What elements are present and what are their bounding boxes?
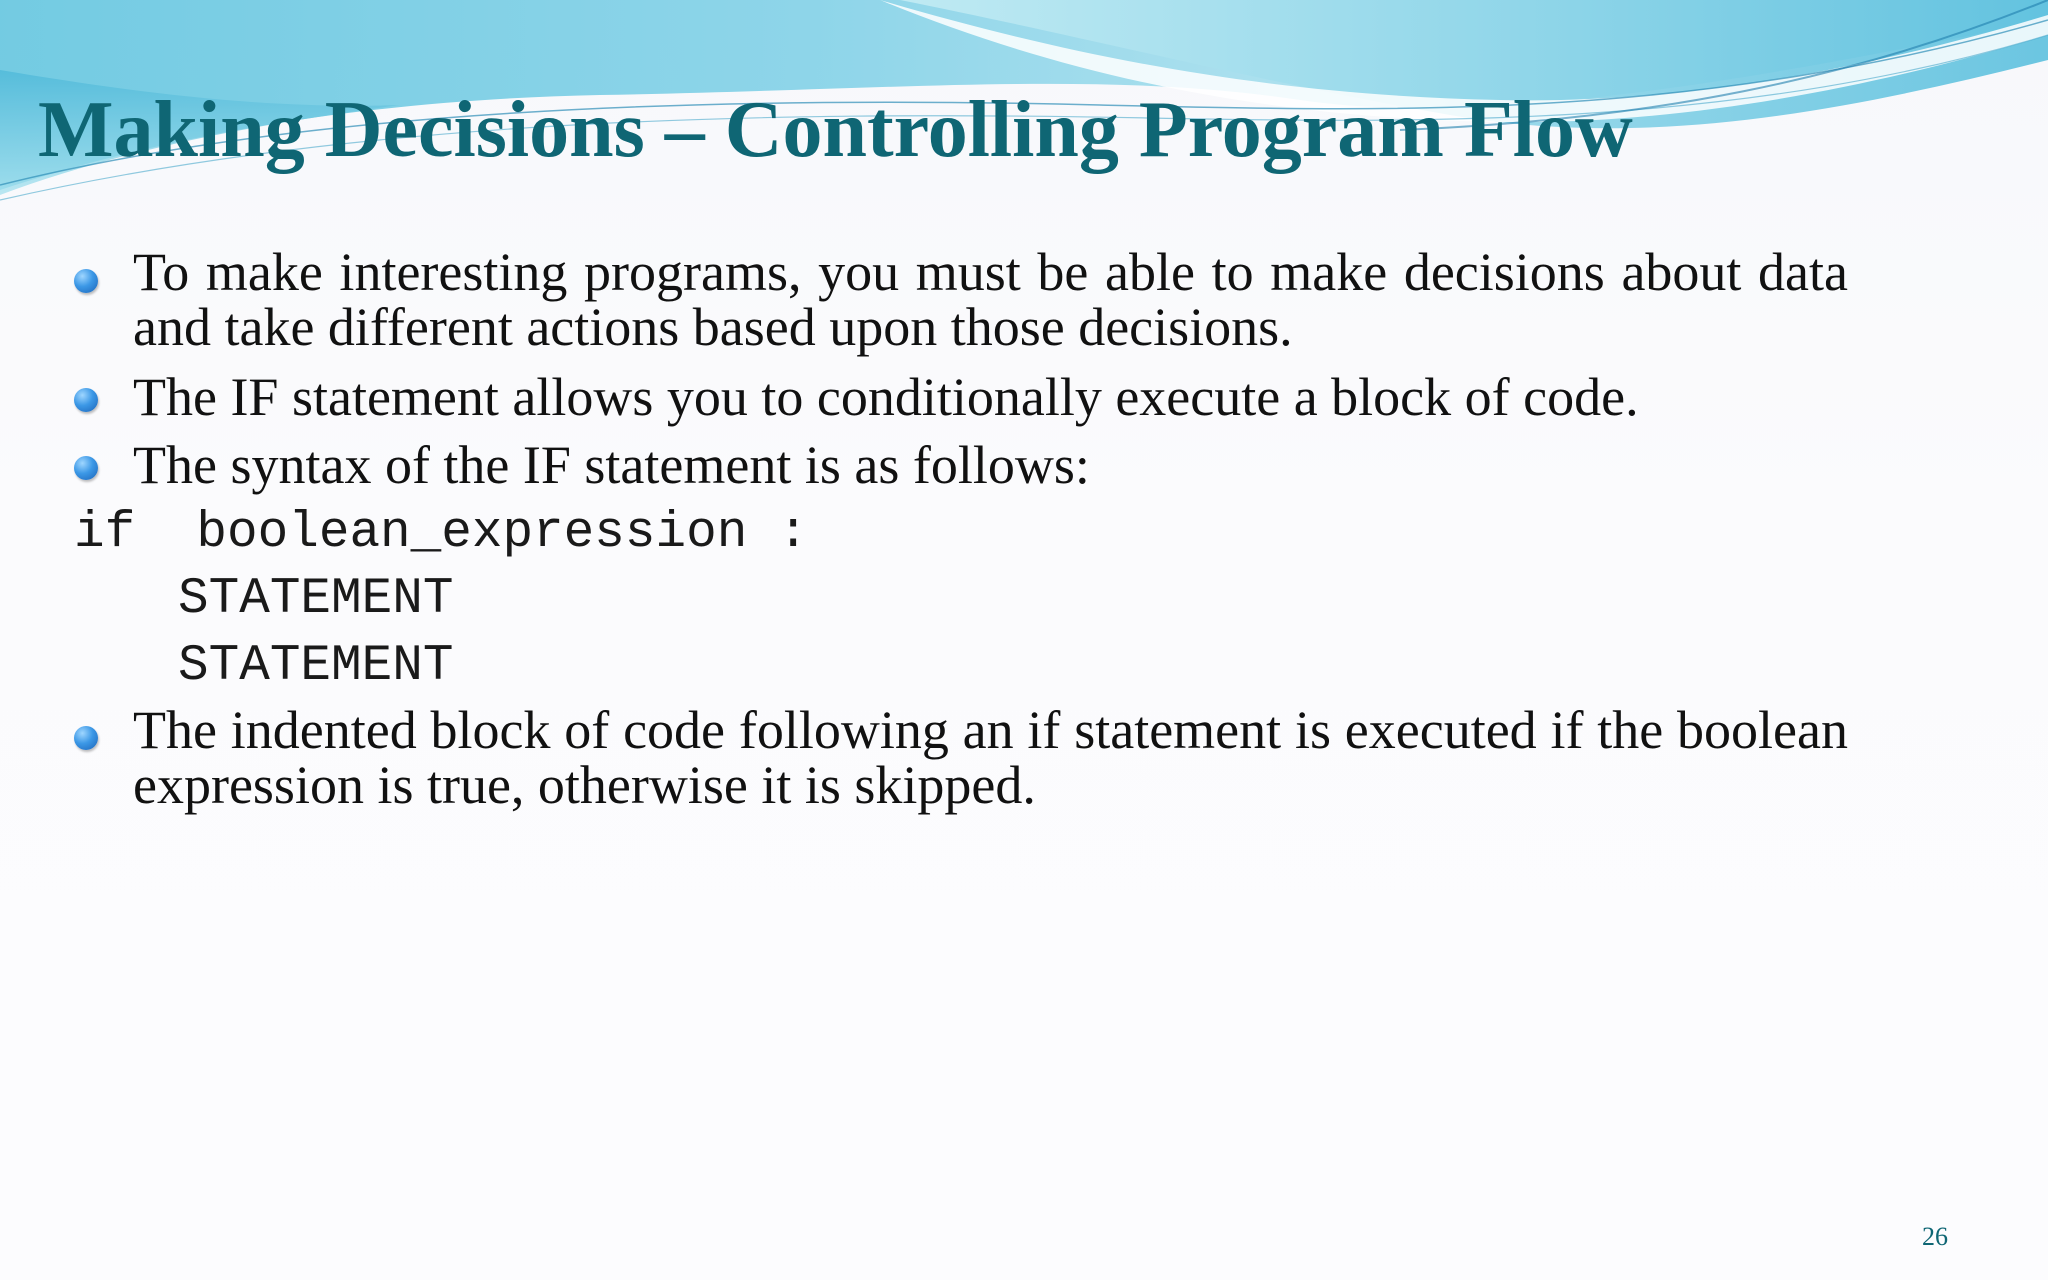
- bullet-text: The syntax of the IF statement is as follows:: [133, 435, 1090, 495]
- code-line: STATEMENT: [178, 638, 454, 695]
- bullet-text: The IF statement allows you to conditionally execute a block of code.: [133, 367, 1639, 427]
- bullet-text: To make interesting programs, you must be able to make decisions about data and take different actions based upon those decisions.: [133, 242, 1848, 357]
- bullet-icon: [74, 388, 98, 412]
- slide-title: Making Decisions – Controlling Program Flow: [38, 86, 1633, 174]
- bullet-icon: [74, 726, 98, 750]
- code-line: STATEMENT: [178, 571, 454, 628]
- page-number: 26: [1922, 1222, 1948, 1251]
- bullet-icon: [74, 269, 98, 293]
- bullet-text: The indented block of code following an if statement is executed if the boolean expression is true, otherwise it is skipped.: [133, 700, 1848, 815]
- bullet-icon: [74, 456, 98, 480]
- code-line: if boolean_expression :: [74, 505, 809, 562]
